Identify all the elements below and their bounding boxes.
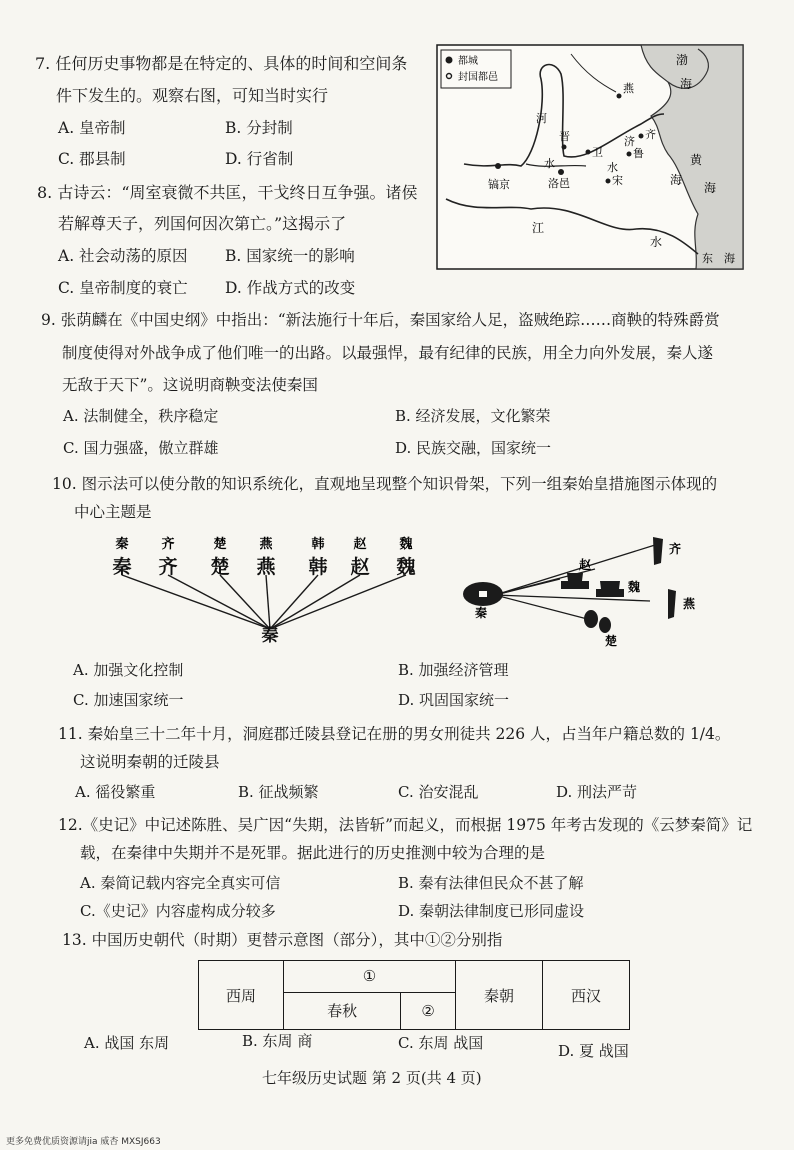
map-label-qi: 齐: [645, 128, 656, 141]
map-label-yan: 燕: [623, 82, 634, 95]
map-label-shui-3: 水: [650, 235, 663, 249]
q8-option-b[interactable]: B. 国家统一的影响: [225, 247, 355, 265]
map-label-huang: 黄: [690, 153, 703, 167]
timeline-blank-1: ①: [284, 961, 456, 993]
q7-option-a[interactable]: A. 皇帝制: [58, 119, 126, 137]
q8-stem-line2: 若解尊天子，列国何因次第亡。”这揭示了: [58, 214, 347, 233]
state-label-qi: 齐: [161, 537, 175, 552]
coin-label-chu: 楚: [605, 634, 618, 648]
q13-option-b[interactable]: B. 东周 商: [242, 1032, 313, 1050]
ancient-glyph-yan: 燕: [256, 556, 276, 578]
q10-stem-line2: 中心主题是: [74, 503, 152, 521]
q7-option-d[interactable]: D. 行省制: [225, 150, 294, 168]
q10-option-a[interactable]: A. 加强文化控制: [73, 661, 184, 679]
map-label-dong: 东: [702, 252, 713, 265]
chu-ant-nose-coin-2: [599, 617, 611, 633]
q12-option-b[interactable]: B. 秦有法律但民众不甚了解: [398, 874, 584, 892]
state-label-wei: 魏: [399, 537, 413, 552]
chu-ant-nose-coin-1: [584, 610, 598, 628]
q9-option-d[interactable]: D. 民族交融，国家统一: [395, 439, 552, 457]
q9-stem-line3: 无敌于天下”。这说明商鞅变法使秦国: [62, 376, 318, 394]
q10-stem-line1: 10. 图示法可以使分散的知识系统化，直观地呈现整个知识骨架，下列一组秦始皇措施图示体现的: [52, 475, 718, 493]
map-label-shui: 水: [544, 157, 555, 170]
ancient-glyph-chu: 楚: [210, 556, 230, 578]
q9-option-c[interactable]: C. 国力强盛，傲立群雄: [63, 439, 219, 457]
map-label-ji: 济: [624, 135, 635, 148]
coin-label-qi: 齐: [669, 542, 682, 556]
legend-capital-label: 都城: [458, 56, 478, 67]
q12-stem-line2: 载，在秦律中失期并不是死罪。据此进行的历史推测中较为合理的是: [80, 844, 546, 862]
q11-stem-line2: 这说明秦朝的迁陵县: [80, 753, 220, 771]
q7-option-b[interactable]: B. 分封制: [225, 119, 293, 137]
map-label-jin: 晋: [559, 130, 570, 143]
qi-knife-coin: [653, 537, 663, 565]
map-label-bohai-2: 海: [680, 77, 693, 91]
page-footer: 七年级历史试题 第 2 页(共 4 页): [262, 1069, 482, 1087]
map-label-jiang: 江: [532, 221, 545, 235]
ancient-glyph-qin: 秦: [112, 556, 132, 578]
legend-fief-label: 封国都邑: [458, 72, 498, 83]
q9-stem-line1: 9. 张荫麟在《中国史纲》中指出：“新法施行十年后，秦国家给人足，盗贼绝踪……商鞅的特殊爵赏: [41, 311, 720, 329]
timeline-qinchao: 秦朝: [456, 961, 543, 1030]
q12-stem-line1: 12.《史记》中记述陈胜、吴广因“失期，法皆斩”而起义，而根据 1975 年考古发现的《云梦秦简》记: [58, 816, 753, 834]
timeline-xizhou: 西周: [199, 961, 284, 1030]
currency-unification-diagram: [455, 533, 695, 648]
fan-lines: [122, 575, 406, 629]
map-label-hai-2: 海: [704, 181, 717, 195]
state-label-zhao: 赵: [353, 537, 367, 552]
q10-option-b[interactable]: B. 加强经济管理: [398, 661, 509, 679]
center-glyph-qin: 秦: [261, 626, 279, 646]
q7-option-c[interactable]: C. 郡县制: [58, 150, 126, 168]
q12-option-c[interactable]: C.《史记》内容虚构成分较多: [80, 902, 276, 920]
ancient-glyph-han: 韩: [308, 556, 328, 578]
western-zhou-map: [436, 44, 744, 270]
map-label-luoyi: 洛邑: [548, 177, 570, 190]
coin-label-yan: 燕: [683, 597, 695, 611]
timeline-xihan: 西汉: [543, 961, 630, 1030]
map-label-lu: 鲁: [633, 147, 644, 160]
map-label-shui-2: 水: [607, 161, 618, 174]
ancient-glyph-zhao: 赵: [350, 556, 370, 578]
wei-spade-coin: [596, 581, 624, 597]
resource-credit: 更多免费优质资源请jia 威杏 MXSJ663: [6, 1137, 161, 1147]
q11-option-b[interactable]: B. 征战频繁: [238, 783, 319, 801]
q9-option-b[interactable]: B. 经济发展，文化繁荣: [395, 407, 551, 425]
map-label-haojing: 镐京: [488, 178, 510, 191]
coin-label-wei: 魏: [628, 580, 641, 594]
q11-stem-line1: 11. 秦始皇三十二年十月，洞庭郡迁陵县登记在册的男女刑徒共 226 人，占当年户籍总数的 1/4。: [58, 725, 731, 743]
state-label-yan: 燕: [259, 537, 273, 552]
state-label-chu: 楚: [213, 537, 227, 552]
q9-option-a[interactable]: A. 法制健全，秩序稳定: [63, 407, 219, 425]
yan-knife-coin: [668, 589, 676, 619]
q13-option-a[interactable]: A. 战国 东周: [84, 1034, 170, 1052]
q8-option-d[interactable]: D. 作战方式的改变: [225, 279, 356, 297]
map-label-wei: 卫: [592, 146, 603, 159]
q13-option-c[interactable]: C. 东周 战国: [398, 1034, 484, 1052]
q13-stem: 13. 中国历史朝代（时期）更替示意图（部分），其中①②分别指: [62, 931, 503, 949]
q12-option-a[interactable]: A. 秦简记载内容完全真实可信: [80, 874, 281, 892]
state-label-qin: 秦: [115, 537, 129, 552]
q11-option-c[interactable]: C. 治安混乱: [398, 783, 479, 801]
map-label-bohai: 渤: [676, 53, 689, 67]
timeline-chunqiu: 春秋: [284, 992, 401, 1029]
q8-option-c[interactable]: C. 皇帝制度的衰亡: [58, 279, 188, 297]
q13-option-d[interactable]: D. 夏 战国: [558, 1042, 629, 1060]
legend-capital-marker: [446, 57, 453, 64]
zhao-spade-coin: [561, 573, 589, 589]
script-unification-diagram: [100, 533, 430, 648]
q9-stem-line2: 制度使得对外战争成了他们唯一的出路。以最强悍，最有纪律的民族，用全力向外发展，秦人遂: [62, 344, 714, 362]
coin-label-zhao: 赵: [579, 558, 592, 572]
q8-option-a[interactable]: A. 社会动荡的原因: [58, 247, 188, 265]
q12-option-d[interactable]: D. 秦朝法律制度已形同虚设: [398, 902, 585, 920]
dynasty-timeline: [198, 960, 630, 1030]
timeline-blank-2: ②: [401, 992, 456, 1029]
ancient-glyph-qi: 齐: [158, 556, 178, 578]
state-label-han: 韩: [311, 537, 325, 552]
q10-option-c[interactable]: C. 加速国家统一: [73, 691, 184, 709]
ancient-glyph-wei: 魏: [396, 556, 416, 578]
map-label-hai-3: 海: [724, 252, 735, 265]
map-label-hai-1: 海: [670, 173, 683, 187]
q7-stem-line2: 件下发生的。观察右图，可知当时实行: [56, 86, 329, 105]
map-label-he: 河: [536, 112, 547, 125]
map-label-song: 宋: [612, 174, 623, 187]
coin-label-qin: 秦: [475, 606, 488, 620]
q11-option-a[interactable]: A. 徭役繁重: [75, 783, 156, 801]
q11-option-d[interactable]: D. 刑法严苛: [556, 783, 638, 801]
q10-option-d[interactable]: D. 巩固国家统一: [398, 691, 510, 709]
q7-stem-line1: 7. 任何历史事物都是在特定的、具体的时间和空间条: [35, 54, 408, 73]
q8-stem-line1: 8. 古诗云：“周室衰微不共匡，干戈终日互争强。诸侯: [37, 183, 418, 202]
